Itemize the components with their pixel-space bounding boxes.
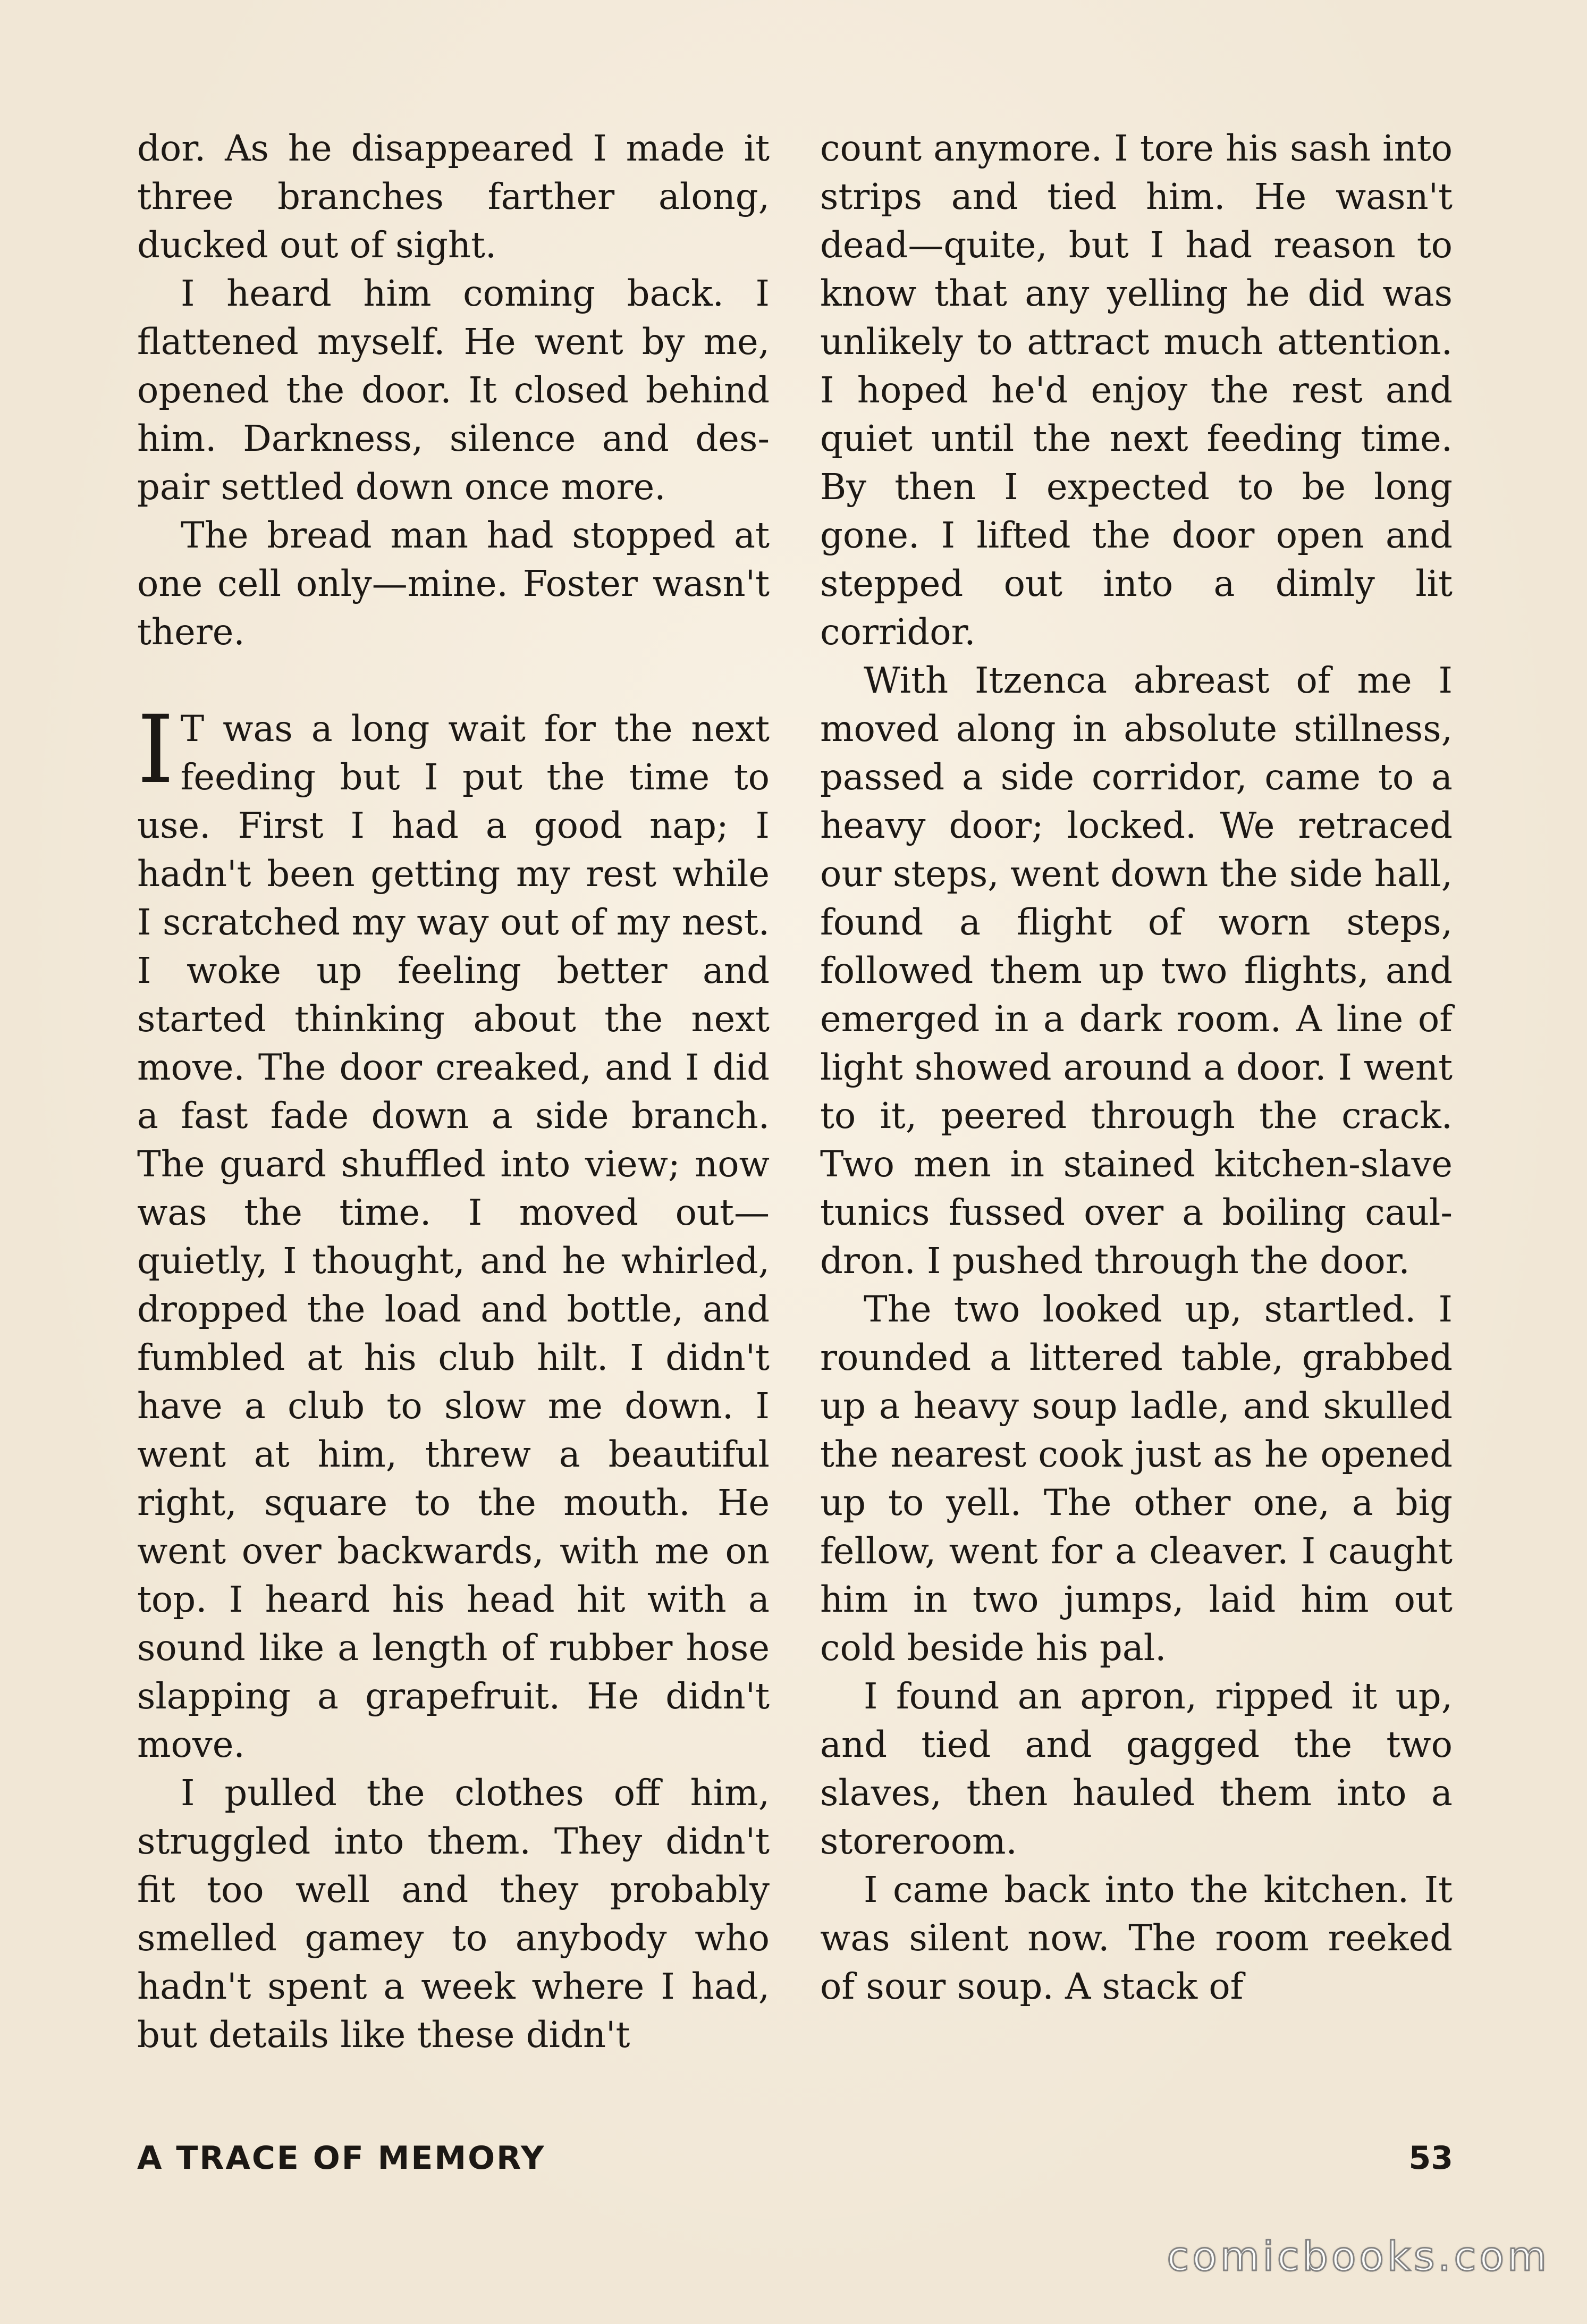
site-watermark: comicbooks.com: [1167, 2233, 1550, 2280]
section-start-paragraph: [137, 695, 770, 1769]
paragraph-text: T was a long wait for the next feeding but I put the time to use. First I had a good nap; I hadn't been getting my rest while I scratched my way out of my nest. I woke up feeling better and started thinking about the next move. The door creaked, and I did a fast fade down a side branch. The guard shuffled into view; now was the time. I moved out—quietly, I thought, and he whirled, dropped the load and bottle, and fumbled at his club hilt. I didn't have a club to slow me down. I went at him, threw a beautiful right, square to the mouth. He went over backwards, with me on top. I heard his head hit with a sound like a length of rubber hose slapping a grapefruit. He didn't move.: [137, 708, 770, 1765]
paragraph: I found an apron, ripped it up, and tied and gagged the two slaves, then hauled them into a storeroom.: [820, 1675, 1453, 1862]
right-text-column: [820, 124, 1453, 2011]
page-number: 53: [1408, 2140, 1453, 2177]
paragraph: I came back into the kitchen. It was silent now. The room reeked of sour soup. A stack of: [820, 1869, 1453, 2007]
paragraph: dor. As he disappeared I made it three branches farther along, ducked out of sight.: [137, 128, 770, 266]
paragraph: I heard him coming back. I flattened myself. He went by me, opened the door. It closed behind him. Darkness, silence and despair settled down once more.: [137, 273, 770, 508]
running-footer-title: A TRACE OF MEMORY: [137, 2140, 546, 2177]
paragraph: The two looked up, startled. I rounded a littered table, grabbed up a heavy soup ladle, and skulled the nearest cook just as he opened up to yell. The other one, a big fellow, went for a cleaver. I caught him in two jumps, laid him out cold beside his pal.: [820, 1289, 1453, 1669]
drop-cap: I: [137, 695, 174, 804]
paragraph: count anymore. I tore his sash into strips and tied him. He wasn't dead—quite, but I had reason to know that any yelling he did was unlikely to attract much attention. I hoped he'd enjoy the rest and quiet until the next feeding time. By then I expected to be long gone. I lifted the door open and stepped out into a dimly lit corridor.: [820, 128, 1453, 653]
paragraph: With Itzenca abreast of me I moved along in absolute stillness, passed a side corridor, came to a heavy door; locked. We retraced our steps, went down the side hall, found a flight of worn steps, followed them up two flights, and emerged in a dark room. A line of light showed around a door. I went to it, peered through the crack. Two men in stained kitchen-slave tunics fussed over a boiling cauldron. I pushed through the door.: [820, 660, 1453, 1282]
left-text-column: [137, 124, 770, 2059]
paragraph: I pulled the clothes off him, struggled into them. They didn't fit too well and they probably smelled gamey to anybody who hadn't spent a week where I had, but details like these didn't: [137, 1772, 770, 2056]
paragraph: The bread man had stopped at one cell only—mine. Foster wasn't there.: [137, 515, 770, 653]
